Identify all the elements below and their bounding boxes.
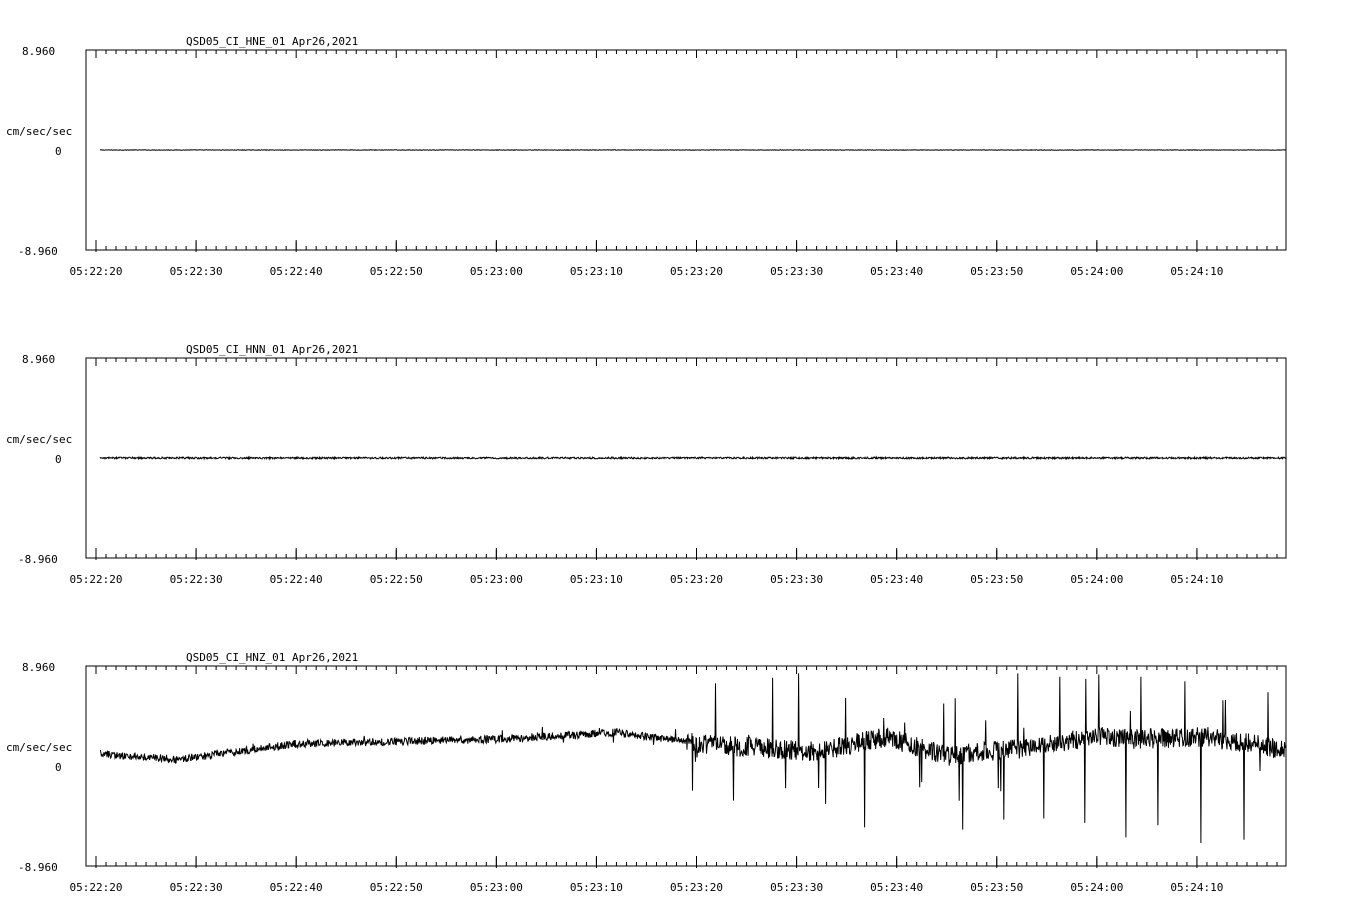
hnz-ytick-zero: 0 bbox=[55, 761, 62, 774]
x-tick-label: 05:24:00 bbox=[1070, 265, 1124, 278]
x-tick-label: 05:23:40 bbox=[870, 881, 924, 894]
x-tick-label: 05:24:10 bbox=[1170, 265, 1224, 278]
hne-title: QSD05_CI_HNE_01 Apr26,2021 bbox=[186, 35, 359, 48]
hnn-panel bbox=[6, 343, 1286, 586]
hnn-trace bbox=[100, 457, 1286, 459]
x-tick-label: 05:23:50 bbox=[970, 573, 1024, 586]
hne-panel bbox=[6, 35, 1286, 278]
hnn-ytick-bottom: -8.960 bbox=[18, 553, 58, 566]
x-tick-label: 05:23:50 bbox=[970, 265, 1024, 278]
x-tick-label: 05:22:40 bbox=[269, 881, 323, 894]
x-tick-label: 05:22:20 bbox=[69, 573, 123, 586]
x-tick-label: 05:22:30 bbox=[169, 265, 223, 278]
x-tick-label: 05:23:00 bbox=[469, 573, 523, 586]
x-tick-label: 05:24:10 bbox=[1170, 573, 1224, 586]
x-tick-label: 05:23:40 bbox=[870, 573, 924, 586]
x-tick-label: 05:22:50 bbox=[369, 881, 423, 894]
x-tick-label: 05:24:00 bbox=[1070, 881, 1124, 894]
x-tick-label: 05:22:50 bbox=[369, 573, 423, 586]
hnn-ylabel: cm/sec/sec bbox=[6, 433, 73, 446]
x-tick-label: 05:23:20 bbox=[670, 265, 724, 278]
hnz-xtick-labels bbox=[70, 881, 1224, 894]
x-tick-label: 05:24:00 bbox=[1070, 573, 1124, 586]
x-tick-label: 05:23:10 bbox=[569, 573, 623, 586]
hnn-title: QSD05_CI_HNN_01 Apr26,2021 bbox=[186, 343, 359, 356]
hnz-trace bbox=[100, 673, 1286, 843]
hnz-panel bbox=[6, 651, 1286, 894]
x-tick-label: 05:22:20 bbox=[69, 265, 123, 278]
x-tick-label: 05:24:10 bbox=[1170, 881, 1224, 894]
x-tick-label: 05:22:30 bbox=[169, 573, 223, 586]
x-tick-label: 05:23:30 bbox=[770, 881, 824, 894]
hne-ylabel: cm/sec/sec bbox=[6, 125, 73, 138]
x-tick-label: 05:23:30 bbox=[770, 573, 824, 586]
hnz-ylabel: cm/sec/sec bbox=[6, 741, 73, 754]
hnn-ytick-top: 8.960 bbox=[22, 353, 56, 366]
hnz-ytick-bottom: -8.960 bbox=[18, 861, 58, 874]
x-tick-label: 05:22:50 bbox=[369, 265, 423, 278]
x-tick-label: 05:22:20 bbox=[69, 881, 123, 894]
hne-ytick-zero: 0 bbox=[55, 145, 62, 158]
hnn-ytick-zero: 0 bbox=[55, 453, 62, 466]
x-tick-label: 05:23:40 bbox=[870, 265, 924, 278]
x-tick-label: 05:23:20 bbox=[670, 881, 724, 894]
hne-ytick-top: 8.960 bbox=[22, 45, 56, 58]
x-tick-label: 05:23:30 bbox=[770, 265, 824, 278]
hne-ticks bbox=[96, 50, 1277, 252]
x-tick-label: 05:23:10 bbox=[569, 265, 623, 278]
hnn-xtick-labels bbox=[70, 573, 1224, 586]
x-tick-label: 05:22:40 bbox=[269, 265, 323, 278]
hne-ytick-bottom: -8.960 bbox=[18, 245, 58, 258]
x-tick-label: 05:23:00 bbox=[469, 265, 523, 278]
x-tick-label: 05:23:20 bbox=[670, 573, 724, 586]
hnz-plot-frame bbox=[86, 666, 1286, 866]
x-tick-label: 05:23:10 bbox=[569, 881, 623, 894]
x-tick-label: 05:22:40 bbox=[269, 573, 323, 586]
x-tick-label: 05:23:00 bbox=[469, 881, 523, 894]
hnz-ytick-top: 8.960 bbox=[22, 661, 56, 674]
hnz-ticks bbox=[96, 666, 1277, 868]
hne-xtick-labels bbox=[70, 265, 1224, 278]
hnz-title: QSD05_CI_HNZ_01 Apr26,2021 bbox=[186, 651, 359, 664]
x-tick-label: 05:22:30 bbox=[169, 881, 223, 894]
x-tick-label: 05:23:50 bbox=[970, 881, 1024, 894]
